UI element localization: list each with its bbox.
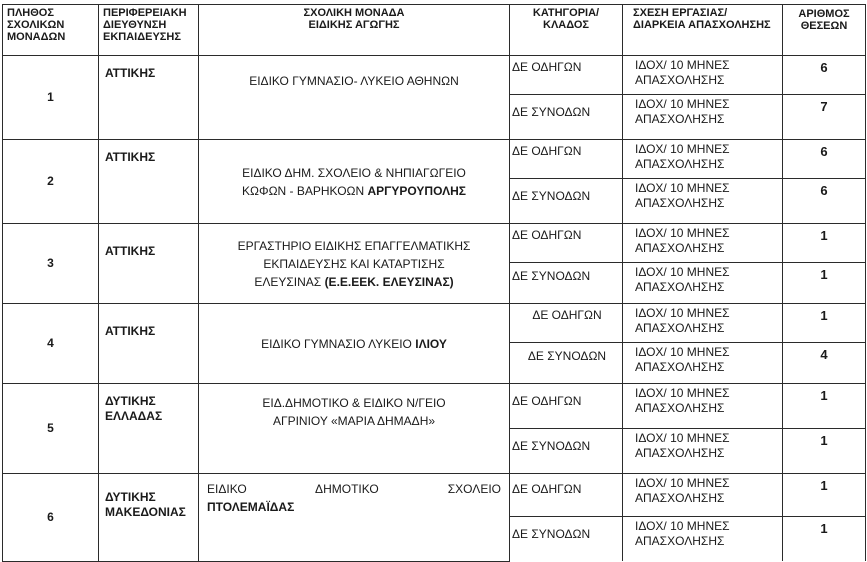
row-region: ΑΤΤΙΚΗΣ <box>99 224 199 304</box>
row-category: ΔΕ ΣΥΝΟΔΩΝ <box>510 95 623 140</box>
table-row <box>3 56 866 95</box>
row-category: ΔΕ ΣΥΝΟΔΩΝ <box>510 517 623 562</box>
positions-table <box>2 4 866 562</box>
row-category: ΔΕ ΣΥΝΟΔΩΝ <box>510 343 623 384</box>
row-seats: 1 <box>783 224 866 263</box>
header-category: ΚΑΤΗΓΟΡΙΑ/ ΚΛΑΔΟΣ <box>510 5 623 56</box>
header-count: ΠΛΗΘΟΣ ΣΧΟΛΙΚΩΝ ΜΟΝΑΔΩΝ <box>3 5 99 56</box>
row-seats: 1 <box>783 263 866 304</box>
row-seats: 1 <box>783 384 866 429</box>
row-relation: ΙΔΟΧ/ 10 ΜΗΝΕΣ ΑΠΑΣΧΟΛΗΣΗΣ <box>623 304 783 343</box>
row-category: ΔΕ ΟΔΗΓΩΝ <box>510 140 623 179</box>
row-category: ΔΕ ΣΥΝΟΔΩΝ <box>510 179 623 224</box>
row-school: ΕΙΔΙΚΟ ΔΗΜΟΤΙΚΟ ΣΧΟΛΕΙΟ ΠΤΟΛΕΜΑΪΔΑΣ <box>199 474 510 562</box>
row-region: ΔΥΤΙΚΗΣ ΕΛΛΑΔΑΣ <box>99 384 199 474</box>
header-region: ΠΕΡΙΦΕΡΕΙΑΚΗ ΔΙΕΥΘΥΝΣΗ ΕΚΠΑΙΔΕΥΣΗΣ <box>99 5 199 56</box>
row-number: 1 <box>3 56 99 140</box>
row-relation: ΙΔΟΧ/ 10 ΜΗΝΕΣ ΑΠΑΣΧΟΛΗΣΗΣ <box>623 343 783 384</box>
row-relation: ΙΔΟΧ/ 10 ΜΗΝΕΣ ΑΠΑΣΧΟΛΗΣΗΣ <box>623 517 783 562</box>
header-school-line1: ΣΧΟΛΙΚΗ ΜΟΝΑΔΑ <box>303 7 405 19</box>
row-number: 3 <box>3 224 99 304</box>
row-seats: 4 <box>783 343 866 384</box>
row-seats: 1 <box>783 304 866 343</box>
row-seats: 1 <box>783 517 866 562</box>
row-relation: ΙΔΟΧ/ 10 ΜΗΝΕΣ ΑΠΑΣΧΟΛΗΣΗΣ <box>623 56 783 95</box>
row-seats: 6 <box>783 56 866 95</box>
table-row <box>3 474 866 517</box>
row-number: 4 <box>3 304 99 384</box>
row-relation: ΙΔΟΧ/ 10 ΜΗΝΕΣ ΑΠΑΣΧΟΛΗΣΗΣ <box>623 140 783 179</box>
row-relation: ΙΔΟΧ/ 10 ΜΗΝΕΣ ΑΠΑΣΧΟΛΗΣΗΣ <box>623 224 783 263</box>
row-category: ΔΕ ΣΥΝΟΔΩΝ <box>510 429 623 474</box>
row-category: ΔΕ ΣΥΝΟΔΩΝ <box>510 263 623 304</box>
row-school: ΕΙΔΙΚΟ ΔΗΜ. ΣΧΟΛΕΙΟ & ΝΗΠΙΑΓΩΓΕΙΟ ΚΩΦΩΝ - ΒΑΡΗΚΟΩΝ ΑΡΓΥΡΟΥΠΟΛΗΣ <box>199 140 510 224</box>
row-category: ΔΕ ΟΔΗΓΩΝ <box>510 474 623 517</box>
table-row <box>3 140 866 179</box>
header-school <box>199 5 510 56</box>
row-region: ΑΤΤΙΚΗΣ <box>99 56 199 140</box>
row-seats: 1 <box>783 474 866 517</box>
row-relation: ΙΔΟΧ/ 10 ΜΗΝΕΣ ΑΠΑΣΧΟΛΗΣΗΣ <box>623 179 783 224</box>
row-seats: 6 <box>783 140 866 179</box>
header-seats: ΑΡΙΘΜΟΣ ΘΕΣΕΩΝ <box>783 5 866 56</box>
row-relation: ΙΔΟΧ/ 10 ΜΗΝΕΣ ΑΠΑΣΧΟΛΗΣΗΣ <box>623 474 783 517</box>
row-category: ΔΕ ΟΔΗΓΩΝ <box>510 56 623 95</box>
row-number: 6 <box>3 474 99 562</box>
row-region: ΑΤΤΙΚΗΣ <box>99 304 199 384</box>
row-category: ΔΕ ΟΔΗΓΩΝ <box>510 384 623 429</box>
row-region: ΔΥΤΙΚΗΣ ΜΑΚΕΔΟΝΙΑΣ <box>99 474 199 562</box>
row-school: ΕΡΓΑΣΤΗΡΙΟ ΕΙΔΙΚΗΣ ΕΠΑΓΓΕΛΜΑΤΙΚΗΣ ΕΚΠΑΙΔΕΥΣΗΣ ΚΑΙ ΚΑΤΑΡΤΙΣΗΣ ΕΛΕΥΣΙΝΑΣ (Ε.Ε.ΕΕΚ. ΕΛΕΥΣΙΝΑΣ) <box>199 224 510 304</box>
table-row <box>3 224 866 263</box>
row-number: 2 <box>3 140 99 224</box>
row-relation: ΙΔΟΧ/ 10 ΜΗΝΕΣ ΑΠΑΣΧΟΛΗΣΗΣ <box>623 429 783 474</box>
row-relation: ΙΔΟΧ/ 10 ΜΗΝΕΣ ΑΠΑΣΧΟΛΗΣΗΣ <box>623 95 783 140</box>
row-category: ΔΕ ΟΔΗΓΩΝ <box>510 304 623 343</box>
table-header-row <box>3 5 866 56</box>
row-school: ΕΙΔΙΚΟ ΓΥΜΝΑΣΙΟ- ΛΥΚΕΙΟ ΑΘΗΝΩΝ <box>199 56 510 140</box>
row-category: ΔΕ ΟΔΗΓΩΝ <box>510 224 623 263</box>
header-relation: ΣΧΕΣΗ ΕΡΓΑΣΙΑΣ/ ΔΙΑΡΚΕΙΑ ΑΠΑΣΧΟΛΗΣΗΣ <box>623 5 783 56</box>
row-school: ΕΙΔΙΚΟ ΓΥΜΝΑΣΙΟ ΛΥΚΕΙΟ ΙΛΙΟΥ <box>199 304 510 384</box>
row-region: ΑΤΤΙΚΗΣ <box>99 140 199 224</box>
header-school-line2: ΕΙΔΙΚΗΣ ΑΓΩΓΗΣ <box>308 19 400 31</box>
row-seats: 1 <box>783 429 866 474</box>
table-row <box>3 304 866 343</box>
table-row <box>3 384 866 429</box>
row-seats: 6 <box>783 179 866 224</box>
row-seats: 7 <box>783 95 866 140</box>
row-relation: ΙΔΟΧ/ 10 ΜΗΝΕΣ ΑΠΑΣΧΟΛΗΣΗΣ <box>623 384 783 429</box>
row-relation: ΙΔΟΧ/ 10 ΜΗΝΕΣ ΑΠΑΣΧΟΛΗΣΗΣ <box>623 263 783 304</box>
row-school: ΕΙΔ.ΔΗΜΟΤΙΚΟ & ΕΙΔΙΚΟ Ν/ΓΕΙΟ ΑΓΡΙΝΙΟΥ «ΜΑΡΙΑ ΔΗΜΑΔΗ» <box>199 384 510 474</box>
row-number: 5 <box>3 384 99 474</box>
